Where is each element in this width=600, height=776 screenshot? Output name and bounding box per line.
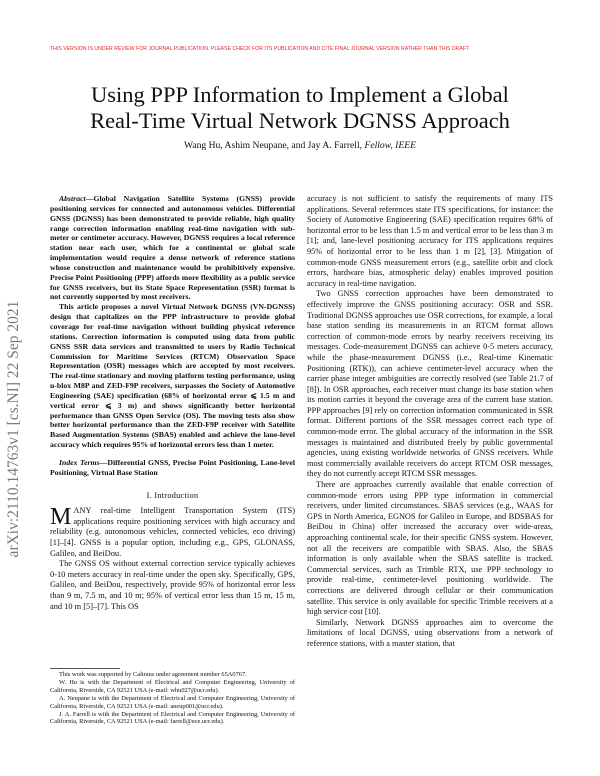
- footnotes: [50, 668, 295, 726]
- abstract-text-1: —Global Navigation Satellite Systems (GNSS) provide positioning services for connected and autonomous vehicles. Differential GNSS (DGNSS) has been demonstrated to provide reliable, high quality range correction information enabling real-time navigation with sub-meter or centimeter accuracy. However, DGNSS requires a local reference station near each user, which for a continental or global scale implementation would require a dense network of reference stations whose construction and maintenance would be prohibitively expensive. Precise Point Positioning (PPP) affords more flexibility as a public service for GNSS receivers, but its State Space Representation (SSR) format is not currently supported by most receivers.: [50, 194, 295, 302]
- author-fellow: Fellow, IEEE: [364, 140, 416, 151]
- title-line-1: Using PPP Information to Implement a Global: [91, 82, 509, 107]
- arxiv-stamp: arXiv:2110.14763v1 [cs.NI] 22 Sep 2021: [5, 300, 22, 558]
- left-column: [50, 194, 295, 612]
- footnote-rule: [50, 668, 120, 669]
- footnote-author-2: A. Neupane is with the Department of Electrical and Computer Engineering, University of California, Riverside, CA 92521 USA (e-mail: aneup001@ucr.edu).: [50, 694, 295, 710]
- abstract: [50, 194, 295, 450]
- right-paragraph-4: Similarly, Network DGNSS approaches aim to overcome the limitations of local DGNSS, using observations from a network of reference stations, with a master station, that: [307, 617, 553, 648]
- index-terms: [50, 458, 295, 478]
- right-paragraph-3: There are approaches currently available that enable correction of common-mode errors using PPP type information in commercial receivers, under limited circumstances. SBAS services (e.g., WAAS for GPS in North America, EGNOS for Galileo in Europe, and BDSBAS for BeiDou in China) offer increased the accuracy over wide-areas, approaching continental scale, for their specific GNSS system. However, not all the receivers are compatible with SBAS. Also, the SBAS information is only available when the SBAS satellite is tracked. Commercial services, such as Trimble RTX, use PPP technology to provide real-time, centimeter-level positioning worldwide. The corrections are delivered through cellular or their communication satellite. This service is only available for specific Trimble receivers at a high service cost [10].: [307, 480, 553, 617]
- abstract-paragraph-2: This article proposes a novel Virtual Network DGNSS (VN-DGNSS) design that capitalizes on the PPP infrastructure to provide global coverage for real-time navigation without building physical reference stations. Correction information is computed using data from public GNSS SSR data services and transmitted to users by Radio Technical Commission for Maritime Services (RTCM) Observation Space Representation (OSR) messages which are accepted by most receivers. The real-time stationary and moving platform testing performance, using u-blox M8P and ZED-F9P receivers, surpasses the Society of Automotive Engineering (SAE) specification (68% of horizontal error ⩽ 1.5 m and vertical error ⩽ 3 m) and shows significantly better horizontal performance than GNSS Open Service (OS). The moving tests also show better horizontal performance than the ZED-F9P receiver with Satellite Based Augmentation Systems (SBAS) enabled and achieve the lane-level accuracy which requires 95% of horizontal errors less than 1 meter.: [50, 302, 295, 450]
- abstract-label: Abstract: [59, 194, 86, 203]
- intro-text-1: ANY real-time Intelligent Transportation System (ITS) applications require positioning services with high accuracy and reliability (e.g. autonomous vehicles, connected vehicles, eco driving) [1]–[4]. GNSS is a popular option, including e.g., GPS, GLONASS, Galileo, and BeiDou.: [50, 506, 295, 558]
- right-column: [307, 194, 553, 650]
- abstract-paragraph-1: [50, 194, 295, 302]
- drop-cap: M: [50, 504, 72, 531]
- section-heading: I. Introduction: [146, 490, 199, 500]
- paper-title: [40, 82, 560, 134]
- right-paragraph-1: accuracy is not sufficient to satisfy the requirements of many ITS applications. Several references state ITS specifications, for instance: the Society of Automotive Engineering (SAE) specification requires 68% of horizontal error to be less than 1.5 m and vertical error to be less than 3 m [1]; and, lane-level positioning accuracy for ITS applications requires 95% of horizontal error to be less than 1 m [2], [3]. Mitigation of common-mode GNSS measurement errors (e.g., satellite orbit and clock errors, hardware bias, atmospheric delay) enables improved position accuracy in real-time navigation.: [307, 194, 553, 288]
- intro-paragraph-1: [50, 506, 295, 559]
- title-line-2: Real-Time Virtual Network DGNSS Approach: [90, 108, 510, 133]
- footnote-funding: This work was supported by Caltrans under agreement number 65A0767.: [59, 671, 247, 678]
- index-terms-text: —Differential GNSS, Precise Point Positioning, Lane-level Positioning, Virtual Base Station: [50, 457, 295, 477]
- footnote-author-3: J. A. Farrell is with the Department of Electrical and Computer Engineering, University of California, Riverside, CA 92521 USA (e-mail: farrell@ece.ucr.edu).: [50, 710, 295, 726]
- index-terms-label: Index Terms: [59, 457, 100, 467]
- intro-paragraph-2: The GNSS OS without external correction service typically achieves 0-10 meters accuracy in real-time under the open sky. Specifically, GPS, Galileo, and BeiDou, respectively, provide 95% of horizontal error less than 9 m, 7.5 m, and 10 m; 95% of vertical error less than 15 m, 15 m, and 10 m [5]–[7]. This OS: [50, 559, 295, 611]
- right-paragraph-2: Two GNSS correction approaches have been demonstrated to effectively improve the GNSS positioning accuracy: OSR and SSR. Traditional DGNSS approaches use OSR corrections, for example, a local base station sending its measurements in an RTCM format allows correction of common-mode errors by nearby receivers receiving its messages. Code-measurement DGNSS can achieve 0-5 meters accuracy, while the phase-measurement DGNSS (i.e., Real-time Kinematic Positioning (RTK)), can achieve centimeter-level accuracy when the carrier phase integer ambiguities are correctly resolved (see Table 21.7 of [8]). In OSR approaches, each receiver must change its base station when its motion carries it beyond the coverage area of the current base station. PPP approaches [9] rely on correction information communicated in SSR format. Different portions of the SSR messages correct each type of common-mode error. The global accuracy of the information in the SSR messages is maintained and distributed freely by public governmental agencies, using existing worldwide networks of GNSS receivers. While most commercially available receivers do accept RTCM OSR messages, they do not currently accept RTCM SSR messages.: [307, 289, 553, 479]
- review-banner: THIS VERSION IS UNDER REVIEW FOR JOURNAL PUBLICATION. PLEASE CHECK FOR ITS PUBLICATION AND CITE FINAL JOURNAL VERSION RATHER THAN THIS DRAFT: [50, 46, 470, 52]
- footnote-author-1: W. Hu is with the Department of Electrical and Computer Engineering, University of California, Riverside, CA 92521 USA (e-mail: whu027@ucr.edu).: [50, 678, 295, 694]
- author-names: Wang Hu, Ashim Neupane, and Jay A. Farrell,: [184, 140, 363, 151]
- introduction: [50, 506, 295, 612]
- author-list: [40, 140, 560, 151]
